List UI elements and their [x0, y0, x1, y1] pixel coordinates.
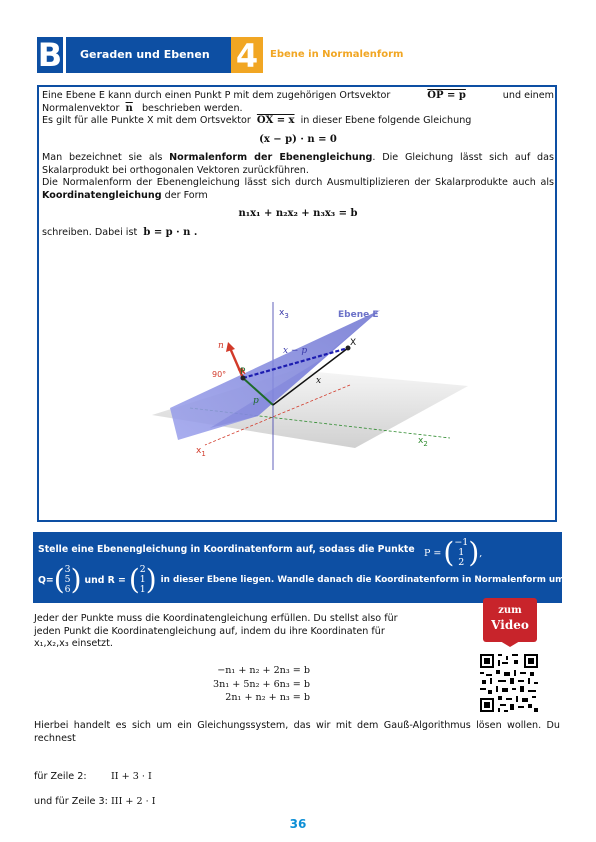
normal-form-equation: (x − p) · n = 0 — [259, 133, 337, 145]
solution-line2: jeden Punkt die Koordinatengleichung auf, indem du ihre Koordinaten für — [34, 625, 385, 637]
solution-line1: Jeder der Punkte muss die Koordinatengleichung erfüllen. Du stellst also für — [34, 613, 398, 624]
label-x-point: X — [350, 338, 357, 348]
label-plane: Ebene E — [338, 310, 379, 320]
row3-label: und für Zeile 3: — [34, 796, 108, 807]
page-number: 36 — [289, 817, 307, 831]
chapter-title: Geraden und Ebenen — [80, 48, 210, 61]
p-coord-2: 1 — [458, 547, 465, 558]
video-label-1: zum — [498, 605, 522, 616]
label-x1: $x_1$ — [196, 446, 206, 458]
task-line2: in dieser Ebene liegen. Wandle danach die Koordinatenform in Normalenform um. — [160, 575, 568, 585]
section-title: Ebene in Normalenform — [270, 49, 404, 60]
label-angle: 90° — [212, 370, 227, 379]
text-p4b: Koordinatengleichung — [42, 189, 162, 201]
label-n: n — [218, 341, 224, 351]
row2-operation: II + 3 · I — [111, 771, 152, 782]
solution-line4: Hierbei handelt es sich um ein Gleichungssystem, das wir mit dem Gauß-Algorithmus lösen wollen. Du rechnest — [34, 720, 560, 744]
q-coord-3: 6 — [64, 584, 71, 595]
equation-2: 3n₁ + 5n₂ + 6n₃ = b — [213, 678, 310, 690]
vector-ox: OX = x — [256, 115, 295, 126]
row3-operation: III + 2 · I — [111, 796, 156, 807]
text-p1b: und einem — [502, 90, 554, 101]
text-p1c: Normalenvektor — [42, 102, 120, 114]
text-p1a: Eine Ebene E kann durch einen Punkt P mit dem zugehörigen Ortsvektor — [42, 90, 391, 101]
vector-n-arrowhead — [226, 342, 235, 352]
text-p2b: in dieser Ebene folgende Gleichung — [300, 115, 472, 126]
label-p-point: P — [240, 367, 246, 377]
r-coord-3: 1 — [139, 584, 146, 595]
text-p3b: Normalenform der Ebenengleichung — [169, 152, 373, 163]
point-r-label: und R = — [84, 574, 126, 586]
solution-line3: x₁,x₂,x₃ einsetzt. — [34, 638, 113, 649]
q-coord-2: 5 — [64, 574, 71, 585]
qr-code[interactable] — [480, 654, 538, 712]
b-definition: b = p · n . — [143, 226, 198, 238]
p-coord-1: −1 — [454, 537, 469, 548]
coordinate-equation: n₁x₁ + n₂x₂ + n₃x₃ = b — [238, 208, 358, 219]
text-p3c: . Die Gleichung lässt sich auf das Skalarprodukt bei orthogonalen Vektoren zurückführen. — [42, 152, 554, 176]
task-line1: Stelle eine Ebenengleichung in Koordinatenform auf, sodass die Punkte — [38, 544, 415, 555]
video-button[interactable] — [483, 598, 537, 642]
q-coord-1: 3 — [64, 564, 71, 575]
text-p5a: schreiben. Dabei ist — [42, 226, 138, 238]
text-p4c: der Form — [164, 189, 208, 201]
r-coord-2: 1 — [139, 574, 146, 585]
vector-op: OP = p — [427, 90, 466, 101]
text-p2a: Es gilt für alle Punkte X mit dem Ortsvektor — [42, 115, 251, 126]
row2-label: für Zeile 2: — [34, 771, 87, 782]
label-vector-x: x — [316, 376, 322, 386]
plane-figure — [150, 290, 510, 475]
point-q-label: Q= — [38, 574, 54, 586]
section-number: 4 — [231, 37, 263, 73]
solution-intro — [34, 613, 454, 651]
text-p3a: Man bezeichnet sie als — [42, 152, 163, 163]
task-line2-row: Q= ( 3 5 6 ) und R = ( 2 1 1 ) in dieser Ebene liegen. Wandle danach die Koordinatenform in Normalenform um. — [38, 563, 568, 596]
label-x3: $x_3$ — [279, 308, 289, 320]
vector-n: $\overline{n}$ — [125, 102, 133, 114]
point-p-label: P = — [424, 547, 442, 559]
video-badge-tail — [495, 638, 525, 648]
label-x-minus-p: x − p — [283, 346, 308, 356]
video-label-2: Video — [491, 618, 529, 632]
equation-3: 2n₁ + n₂ + n₃ = b — [225, 692, 310, 703]
definition-text — [42, 90, 554, 239]
text-p1d: beschrieben werden. — [141, 102, 243, 114]
text-p4a: Die Normalenform der Ebenengleichung lässt sich durch Ausmultiplizieren der Skalarprodukte auch als — [42, 177, 554, 188]
label-x2: $x_2$ — [418, 436, 428, 448]
label-vector-p: p — [253, 396, 259, 406]
r-coord-1: 2 — [139, 564, 146, 575]
chapter-letter: B — [37, 36, 63, 74]
equation-1: −n₁ + n₂ + 2n₃ = b — [217, 665, 310, 676]
p-coord-3: 2 — [458, 557, 465, 568]
equation-system — [180, 664, 310, 705]
point-p-vector: P = ( −1 1 2 ) , — [424, 536, 483, 569]
